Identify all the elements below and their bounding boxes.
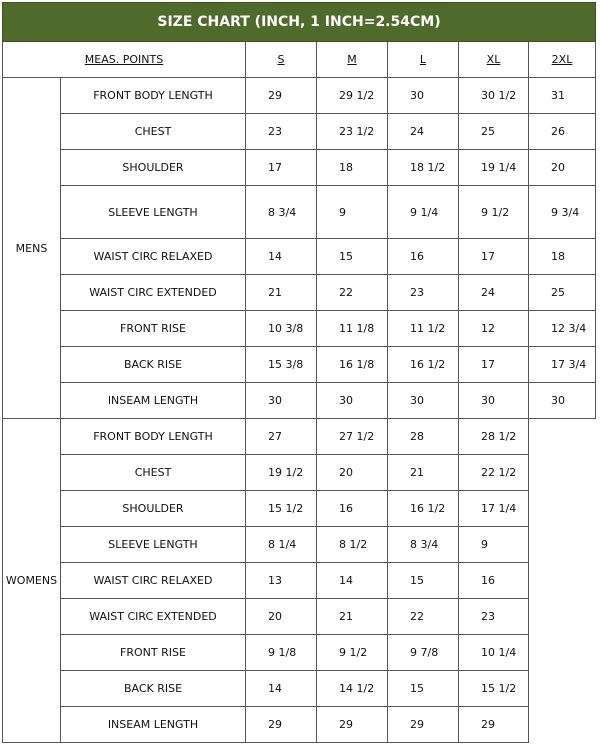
measurement-label: WAIST CIRC RELAXED [61,239,246,275]
table-row [3,599,596,635]
table-row [3,383,596,419]
size-value-cell: 30 1/2 [459,78,529,114]
group-label: MENS [3,78,61,419]
size-value-cell: 30 [246,383,317,419]
size-value-cell: 29 [388,707,459,743]
size-value-cell: 24 [459,275,529,311]
size-header-s: S [246,42,317,78]
table-row [3,563,596,599]
size-header-2xl: 2XL [529,42,596,78]
size-value-cell: 30 [388,383,459,419]
size-value-cell: 22 [388,599,459,635]
size-value-cell: 9 1/4 [388,186,459,239]
empty-cell [529,419,596,743]
size-header-xl: XL [459,42,529,78]
size-value-cell: 9 1/2 [317,635,388,671]
table-row [3,275,596,311]
size-value-cell: 8 3/4 [388,527,459,563]
size-value-cell: 17 3/4 [529,347,596,383]
size-value-cell: 28 1/2 [459,419,529,455]
size-value-cell: 29 1/2 [317,78,388,114]
size-value-cell: 23 [459,599,529,635]
size-value-cell: 21 [388,455,459,491]
header-row [3,42,596,78]
measurement-label: INSEAM LENGTH [61,707,246,743]
measurement-label: WAIST CIRC EXTENDED [61,275,246,311]
size-value-cell: 16 1/2 [388,491,459,527]
size-value-cell: 29 [459,707,529,743]
table-row [3,347,596,383]
measurement-label: INSEAM LENGTH [61,383,246,419]
measurement-label: FRONT BODY LENGTH [61,78,246,114]
size-value-cell: 25 [459,114,529,150]
size-value-cell: 29 [246,78,317,114]
size-value-cell: 31 [529,78,596,114]
table-row [3,239,596,275]
size-header-m: M [317,42,388,78]
size-value-cell: 16 1/8 [317,347,388,383]
measurement-label: FRONT RISE [61,311,246,347]
size-value-cell: 15 [388,671,459,707]
size-value-cell: 15 1/2 [246,491,317,527]
size-value-cell: 23 [246,114,317,150]
measurement-label: CHEST [61,114,246,150]
size-value-cell: 16 [388,239,459,275]
measurement-label: SHOULDER [61,150,246,186]
size-value-cell: 15 3/8 [246,347,317,383]
size-value-cell: 8 3/4 [246,186,317,239]
table-row [3,635,596,671]
size-value-cell: 20 [317,455,388,491]
size-value-cell: 26 [529,114,596,150]
size-value-cell: 18 1/2 [388,150,459,186]
size-value-cell: 9 [317,186,388,239]
size-value-cell: 27 1/2 [317,419,388,455]
size-value-cell: 11 1/2 [388,311,459,347]
table-row [3,707,596,743]
size-value-cell: 9 [459,527,529,563]
measurement-label: BACK RISE [61,671,246,707]
table-row [3,419,596,455]
group-label: WOMENS [3,419,61,743]
size-value-cell: 30 [459,383,529,419]
size-value-cell: 23 [388,275,459,311]
size-value-cell: 16 [317,491,388,527]
table-row [3,455,596,491]
size-value-cell: 8 1/2 [317,527,388,563]
size-value-cell: 15 [317,239,388,275]
measurement-label: BACK RISE [61,347,246,383]
size-value-cell: 14 1/2 [317,671,388,707]
size-value-cell: 12 [459,311,529,347]
size-value-cell: 30 [317,383,388,419]
measurement-label: SLEEVE LENGTH [61,186,246,239]
size-value-cell: 15 [388,563,459,599]
size-value-cell: 16 [459,563,529,599]
size-value-cell: 16 1/2 [388,347,459,383]
size-value-cell: 30 [529,383,596,419]
size-chart-table [2,2,596,743]
size-value-cell: 27 [246,419,317,455]
size-value-cell: 18 [317,150,388,186]
size-value-cell: 14 [246,239,317,275]
size-value-cell: 22 1/2 [459,455,529,491]
table-row [3,114,596,150]
size-value-cell: 12 3/4 [529,311,596,347]
size-value-cell: 9 1/2 [459,186,529,239]
meas-points-header: MEAS. POINTS [3,42,246,78]
measurement-label: WAIST CIRC EXTENDED [61,599,246,635]
measurement-label: CHEST [61,455,246,491]
size-value-cell: 20 [529,150,596,186]
size-value-cell: 15 1/2 [459,671,529,707]
size-value-cell: 17 [246,150,317,186]
size-value-cell: 19 1/4 [459,150,529,186]
table-row [3,671,596,707]
size-value-cell: 13 [246,563,317,599]
table-row [3,150,596,186]
size-value-cell: 21 [246,275,317,311]
size-value-cell: 11 1/8 [317,311,388,347]
chart-title: SIZE CHART (INCH, 1 INCH=2.54CM) [3,3,596,42]
table-row [3,527,596,563]
size-header-l: L [388,42,459,78]
size-value-cell: 17 [459,239,529,275]
size-value-cell: 9 7/8 [388,635,459,671]
table-row [3,491,596,527]
measurement-label: FRONT RISE [61,635,246,671]
table-row [3,186,596,239]
size-value-cell: 28 [388,419,459,455]
size-value-cell: 20 [246,599,317,635]
measurement-label: FRONT BODY LENGTH [61,419,246,455]
size-value-cell: 29 [317,707,388,743]
size-value-cell: 18 [529,239,596,275]
measurement-label: SHOULDER [61,491,246,527]
table-row [3,78,596,114]
measurement-label: SLEEVE LENGTH [61,527,246,563]
size-value-cell: 9 3/4 [529,186,596,239]
size-value-cell: 10 3/8 [246,311,317,347]
table-row [3,311,596,347]
size-value-cell: 14 [317,563,388,599]
size-value-cell: 8 1/4 [246,527,317,563]
size-value-cell: 22 [317,275,388,311]
size-value-cell: 29 [246,707,317,743]
size-value-cell: 14 [246,671,317,707]
size-value-cell: 25 [529,275,596,311]
size-value-cell: 9 1/8 [246,635,317,671]
size-value-cell: 17 1/4 [459,491,529,527]
size-value-cell: 19 1/2 [246,455,317,491]
size-value-cell: 23 1/2 [317,114,388,150]
size-value-cell: 10 1/4 [459,635,529,671]
size-value-cell: 24 [388,114,459,150]
size-value-cell: 30 [388,78,459,114]
size-value-cell: 17 [459,347,529,383]
size-value-cell: 21 [317,599,388,635]
measurement-label: WAIST CIRC RELAXED [61,563,246,599]
